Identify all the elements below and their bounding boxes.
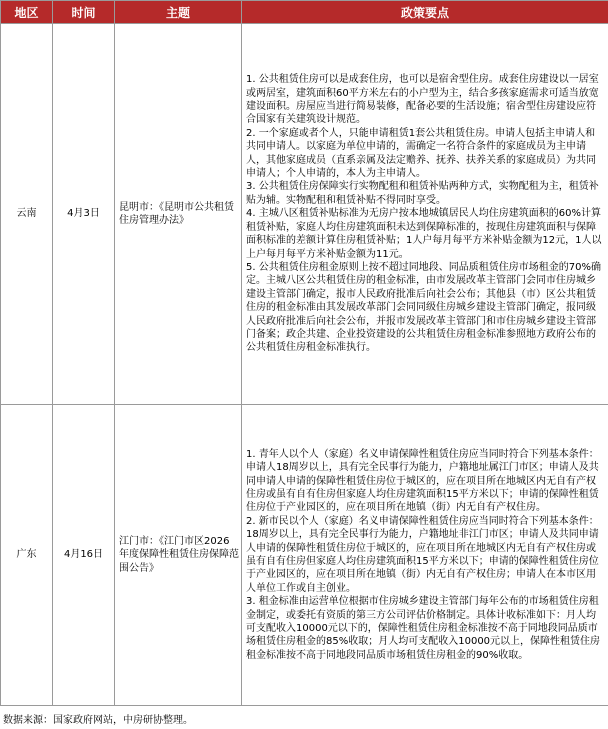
time-cell: 4月16日	[53, 405, 115, 706]
subject-cell: 昆明市：《昆明市公共租赁住房管理办法》	[115, 24, 242, 405]
policy-point: 3. 租金标准由运营单位根据市住房城乡建设主管部门每年公布的市场租赁住房租金制定，或委托有资质的第三方公司评估价格制定。具体计收标准如下：月人均可支配收入10000元以下的，保障性租赁住房租金标准按不高于同地段同品质市场租赁住房租金的85%收取；月人均可支配收入10000元以上，保障性租赁住房租金标准按不高于同地段同品质市场租赁住房租金的90%收取。	[246, 596, 601, 661]
region-cell: 广东	[1, 405, 53, 706]
header-policy-points: 政策要点	[242, 1, 608, 24]
time-cell: 4月3日	[53, 24, 115, 405]
header-subject: 主题	[115, 1, 242, 24]
policy-points-cell	[242, 24, 608, 405]
policy-points-cell	[242, 405, 608, 706]
table-row	[1, 24, 608, 405]
policy-point: 5. 公共租赁住房租金原则上按不超过同地段、同品质租赁住房市场租金的70%确定。主城八区公共租赁住房的租金标准，由市发展改革主管部门会同市住房城乡建设主管部门确定，报市人民政府批准后向社会公布；其他县（市）区公共租赁住房的租金标准由其发展改革部门会同同级住房城乡建设主管部门确定，报同级人民政府批准后向社会公布，并报市发展改革主管部门和市住房城乡建设主管部门备案；政企共建、企业投资建设的公共租赁住房租金标准参照地方政府公布的公共租赁住房租金标准执行。	[246, 261, 601, 354]
header-time: 时间	[53, 1, 115, 24]
policy-point: 4. 主城八区租赁补贴标准为无房户按本地城镇居民人均住房建筑面积的60%计算租赁补贴，家庭人均住房建筑面积未达到保障标准的，按现住房建筑面积与保障面积标准的差额计算住房租赁补贴；1人户每月每平方米补贴金额为12元，1人以上户每月每平方米补贴金额为11元。	[246, 208, 602, 260]
table-row	[1, 405, 608, 706]
table-header-row	[1, 1, 608, 24]
policy-point: 2. 新市民以个人（家庭）名义申请保障性租赁住房应当同时符合下列基本条件：18周岁以上，具有完全民事行为能力，户籍地址非江门市区；申请人及共同申请人申请的保障性租赁住房位于城区的，应在项目所在地城区内无自有产权住房或虽有自有住房但家庭人均住房建筑面积15平方米以下；申请的保障性租赁住房位于产业园区的，应在项目所在地镇（街）内无自有产权住房；申请人在本市区用人单位工作或自主创业。	[246, 515, 599, 594]
policy-point: 1. 公共租赁住房可以是成套住房，也可以是宿舍型住房。成套住房建设以一居室或两居室，建筑面积60平方米左右的小户型为主，结合多孩家庭需求可适当放宽建设面积。房屋应当进行简易装修，配备必要的生活设施；宿舍型住房建设应符合国家有关建筑设计规范。	[246, 74, 599, 126]
region-cell: 云南	[1, 24, 53, 405]
policy-point: 2. 一个家庭或者个人，只能申请租赁1套公共租赁住房。申请人包括主申请人和共同申请人。以家庭为单位申请的，需确定一名符合条件的家庭成员为主申请人，其他家庭成员（直系亲属及法定赡养、抚养、扶养关系的家庭成员）为共同申请人；个人申请的，本人为主申请人。	[246, 127, 596, 180]
subject-cell: 江门市：《江门市区2026年度保障性租赁住房保障范围公告》	[115, 405, 242, 706]
policy-point: 1. 青年人以个人（家庭）名义申请保障性租赁住房应当同时符合下列基本条件：申请人18周岁以上，具有完全民事行为能力，户籍地址属江门市区；申请人及共同申请人申请的保障性租赁住房位于城区的，应在项目所在地城区内无自有产权住房或虽有自有住房但家庭人均住房建筑面积15平方米以下；申请的保障性租赁住房位于产业园区的，应在项目所在地镇（街）内无自有产权住房。	[246, 448, 599, 514]
data-source-note: 数据来源：国家政府网站，中房研协整理。	[3, 715, 193, 726]
header-region: 地区	[1, 1, 53, 24]
policy-point: 3. 公共租赁住房保障实行实物配租和租赁补贴两种方式，实物配租为主，租赁补贴为辅。实物配租和租赁补贴不得同时享受。	[246, 181, 599, 206]
